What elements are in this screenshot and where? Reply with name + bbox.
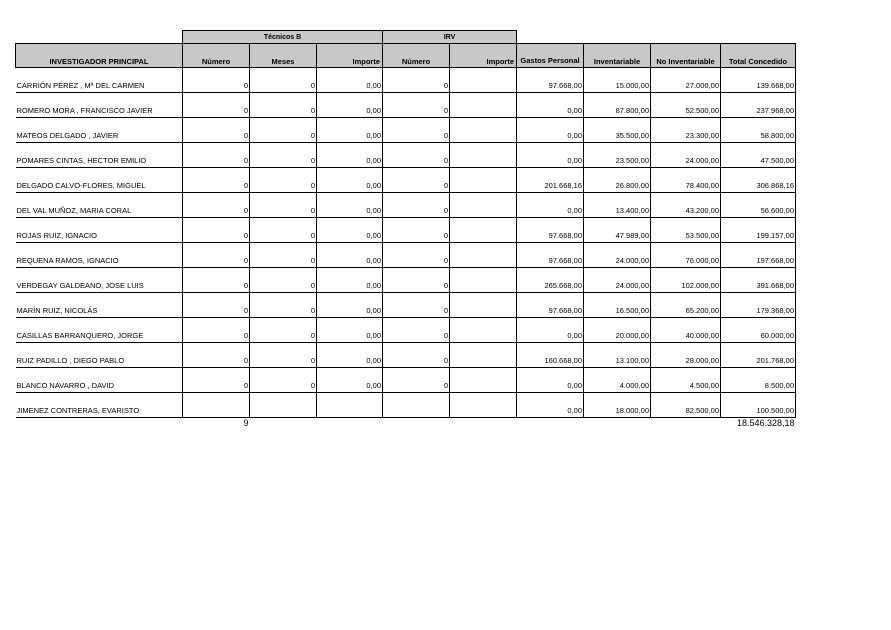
- cell-numero-irv: 0: [383, 243, 450, 268]
- investigator-name: DEL VAL MUÑOZ, MARIA CORAL: [16, 193, 183, 218]
- cell-numero: 0: [183, 193, 250, 218]
- cell-inventariable: 18.000,00: [584, 393, 651, 418]
- investigator-name: REQUENA RAMOS, IGNACIO: [16, 243, 183, 268]
- cell-meses: 0: [250, 293, 317, 318]
- cell-importe: 0,00: [317, 318, 383, 343]
- cell-meses: 0: [250, 143, 317, 168]
- investigator-name: CASILLAS BARRANQUERO, JORGE: [16, 318, 183, 343]
- cell-importe: 0,00: [317, 293, 383, 318]
- cell-total-concedido: 197.668,00: [721, 243, 796, 268]
- cell-no-inventariable: 28.000,00: [651, 343, 721, 368]
- table-row: [16, 68, 796, 93]
- investigator-name: BLANCO NAVARRO , DAVID: [16, 368, 183, 393]
- cell-gastos-personal: 160.668,00: [517, 343, 584, 368]
- header-investigador: INVESTIGADOR PRINCIPAL: [16, 44, 183, 68]
- footer-grand-total: 18.546.328,18: [736, 418, 795, 428]
- table-body: [16, 68, 796, 418]
- header-no-inventariable: No Inventariable: [651, 44, 721, 68]
- cell-meses: 0: [250, 118, 317, 143]
- cell-inventariable: 15.000,00: [584, 68, 651, 93]
- cell-importe: 0,00: [317, 193, 383, 218]
- table-row: [16, 218, 796, 243]
- cell-inventariable: 20.000,00: [584, 318, 651, 343]
- cell-numero: 0: [183, 243, 250, 268]
- cell-importe-irv: [450, 93, 517, 118]
- header-gastos-personal: Gastos Personal: [517, 44, 584, 68]
- cell-inventariable: 24.000,00: [584, 268, 651, 293]
- table-row: [16, 268, 796, 293]
- cell-gastos-personal: 0,00: [517, 193, 584, 218]
- cell-numero: [183, 393, 250, 418]
- cell-inventariable: 13.100,00: [584, 343, 651, 368]
- footer-row: [16, 418, 796, 429]
- cell-inventariable: 13.400,00: [584, 193, 651, 218]
- cell-no-inventariable: 53.500,00: [651, 218, 721, 243]
- cell-numero: 0: [183, 143, 250, 168]
- cell-numero-irv: 0: [383, 343, 450, 368]
- cell-total-concedido: 237.968,00: [721, 93, 796, 118]
- cell-importe: 0,00: [317, 368, 383, 393]
- cell-numero-irv: 0: [383, 193, 450, 218]
- cell-inventariable: 26.800,00: [584, 168, 651, 193]
- cell-importe: 0,00: [317, 68, 383, 93]
- cell-total-concedido: 58.800,00: [721, 118, 796, 143]
- cell-gastos-personal: 0,00: [517, 393, 584, 418]
- cell-no-inventariable: 4.500,00: [651, 368, 721, 393]
- cell-importe: 0,00: [317, 243, 383, 268]
- cell-numero: 0: [183, 118, 250, 143]
- cell-numero: 0: [183, 318, 250, 343]
- cell-importe-irv: [450, 293, 517, 318]
- cell-numero: 0: [183, 368, 250, 393]
- cell-importe: [317, 393, 383, 418]
- table-row: [16, 393, 796, 418]
- header-inventariable: Inventariable: [584, 44, 651, 68]
- cell-numero: 0: [183, 293, 250, 318]
- cell-meses: 0: [250, 343, 317, 368]
- table-row: [16, 243, 796, 268]
- cell-no-inventariable: 40.000,00: [651, 318, 721, 343]
- header-numero-irv: Número: [383, 44, 450, 68]
- group-tecnicos-b: Técnicos B: [183, 31, 383, 44]
- cell-importe: 0,00: [317, 168, 383, 193]
- investigator-name: ROMERO MORA , FRANCISCO JAVIER: [16, 93, 183, 118]
- cell-total-concedido: 60.000,00: [721, 318, 796, 343]
- cell-importe-irv: [450, 343, 517, 368]
- cell-numero-irv: 0: [383, 318, 450, 343]
- table-row: [16, 368, 796, 393]
- cell-importe-irv: [450, 268, 517, 293]
- cell-gastos-personal: 97.668,00: [517, 68, 584, 93]
- investigator-name: POMARES CINTAS, HECTOR EMILIO: [16, 143, 183, 168]
- table-row: [16, 143, 796, 168]
- cell-numero: 0: [183, 93, 250, 118]
- table-row: [16, 293, 796, 318]
- column-header-row: [16, 44, 796, 68]
- cell-gastos-personal: 97.668,00: [517, 218, 584, 243]
- cell-numero-irv: 0: [383, 218, 450, 243]
- cell-total-concedido: 391.668,00: [721, 268, 796, 293]
- cell-inventariable: 24.000,00: [584, 243, 651, 268]
- investigator-name: VERDEGAY GALDEANO, JOSE LUIS: [16, 268, 183, 293]
- cell-no-inventariable: 23.300,00: [651, 118, 721, 143]
- cell-numero-irv: 0: [383, 118, 450, 143]
- footer-count: 9: [243, 418, 249, 428]
- header-importe-irv: Importe: [450, 44, 517, 68]
- investigator-name: CARRIÓN PÉREZ , Mª DEL CARMEN: [16, 68, 183, 93]
- cell-numero-irv: 0: [383, 93, 450, 118]
- cell-importe-irv: [450, 243, 517, 268]
- table-row: [16, 318, 796, 343]
- cell-numero-irv: 0: [383, 143, 450, 168]
- cell-gastos-personal: 97.668,00: [517, 243, 584, 268]
- group-irv: IRV: [383, 31, 517, 44]
- cell-meses: 0: [250, 318, 317, 343]
- cell-meses: 0: [250, 218, 317, 243]
- cell-importe: 0,00: [317, 93, 383, 118]
- table-row: [16, 168, 796, 193]
- cell-numero-irv: 0: [383, 368, 450, 393]
- header-total-concedido: Total Concedido: [721, 44, 796, 68]
- cell-no-inventariable: 24.000,00: [651, 143, 721, 168]
- cell-importe: 0,00: [317, 143, 383, 168]
- cell-meses: 0: [250, 368, 317, 393]
- header-importe: Importe: [317, 44, 383, 68]
- cell-total-concedido: 139.668,00: [721, 68, 796, 93]
- cell-inventariable: 35.500,00: [584, 118, 651, 143]
- cell-importe: 0,00: [317, 218, 383, 243]
- cell-meses: [250, 393, 317, 418]
- cell-importe-irv: [450, 118, 517, 143]
- table-row: [16, 93, 796, 118]
- cell-total-concedido: 199.157,00: [721, 218, 796, 243]
- cell-no-inventariable: 27.000,00: [651, 68, 721, 93]
- cell-no-inventariable: 52.500,00: [651, 93, 721, 118]
- cell-importe-irv: [450, 318, 517, 343]
- cell-importe-irv: [450, 218, 517, 243]
- cell-inventariable: 47.989,00: [584, 218, 651, 243]
- cell-no-inventariable: 78.400,00: [651, 168, 721, 193]
- investigator-name: JIMENEZ CONTRERAS, EVARISTO: [16, 393, 183, 418]
- cell-meses: 0: [250, 243, 317, 268]
- cell-total-concedido: 100.500,00: [721, 393, 796, 418]
- cell-inventariable: 4.000,00: [584, 368, 651, 393]
- cell-total-concedido: 201.768,00: [721, 343, 796, 368]
- cell-no-inventariable: 65.200,00: [651, 293, 721, 318]
- cell-meses: 0: [250, 168, 317, 193]
- cell-total-concedido: 47.500,00: [721, 143, 796, 168]
- cell-numero: 0: [183, 218, 250, 243]
- investigator-name: MARÍN RUIZ, NICOLÁS: [16, 293, 183, 318]
- cell-numero: 0: [183, 68, 250, 93]
- cell-total-concedido: 179.368,00: [721, 293, 796, 318]
- investigator-name: ROJAS RUIZ, IGNACIO: [16, 218, 183, 243]
- cell-gastos-personal: 265.668,00: [517, 268, 584, 293]
- cell-numero: 0: [183, 168, 250, 193]
- table-row: [16, 118, 796, 143]
- cell-gastos-personal: 97.668,00: [517, 293, 584, 318]
- cell-numero-irv: [383, 393, 450, 418]
- cell-numero: 0: [183, 343, 250, 368]
- cell-no-inventariable: 102.000,00: [651, 268, 721, 293]
- cell-meses: 0: [250, 68, 317, 93]
- cell-numero-irv: 0: [383, 293, 450, 318]
- grants-table: [15, 30, 796, 428]
- header-numero: Número: [183, 44, 250, 68]
- cell-gastos-personal: 0,00: [517, 318, 584, 343]
- investigator-name: DELGADO CALVO-FLORES, MIGUEL: [16, 168, 183, 193]
- cell-total-concedido: 306.868,16: [721, 168, 796, 193]
- table-row: [16, 343, 796, 368]
- cell-total-concedido: 56.600,00: [721, 193, 796, 218]
- cell-numero-irv: 0: [383, 68, 450, 93]
- cell-numero-irv: 0: [383, 168, 450, 193]
- cell-gastos-personal: 0,00: [517, 93, 584, 118]
- investigator-name: MATEOS DELGADO , JAVIER: [16, 118, 183, 143]
- cell-inventariable: 16.500,00: [584, 293, 651, 318]
- cell-meses: 0: [250, 193, 317, 218]
- cell-gastos-personal: 0,00: [517, 368, 584, 393]
- cell-no-inventariable: 76.000,00: [651, 243, 721, 268]
- cell-importe: 0,00: [317, 268, 383, 293]
- table-row: [16, 193, 796, 218]
- cell-importe-irv: [450, 168, 517, 193]
- spreadsheet: [15, 30, 796, 428]
- investigator-name: RUIZ PADILLO , DIEGO PABLO: [16, 343, 183, 368]
- cell-no-inventariable: 82.500,00: [651, 393, 721, 418]
- cell-importe: 0,00: [317, 343, 383, 368]
- cell-meses: 0: [250, 93, 317, 118]
- cell-gastos-personal: 0,00: [517, 143, 584, 168]
- cell-importe-irv: [450, 393, 517, 418]
- cell-gastos-personal: 0,00: [517, 118, 584, 143]
- cell-importe: 0,00: [317, 118, 383, 143]
- cell-total-concedido: 8.500,00: [721, 368, 796, 393]
- cell-inventariable: 87.800,00: [584, 93, 651, 118]
- cell-no-inventariable: 43.200,00: [651, 193, 721, 218]
- cell-gastos-personal: 201.668,16: [517, 168, 584, 193]
- group-header-row: [16, 31, 796, 44]
- cell-importe-irv: [450, 143, 517, 168]
- cell-numero: 0: [183, 268, 250, 293]
- cell-importe-irv: [450, 368, 517, 393]
- cell-numero-irv: 0: [383, 268, 450, 293]
- cell-importe-irv: [450, 193, 517, 218]
- header-meses: Meses: [250, 44, 317, 68]
- cell-inventariable: 23.500,00: [584, 143, 651, 168]
- cell-importe-irv: [450, 68, 517, 93]
- cell-meses: 0: [250, 268, 317, 293]
